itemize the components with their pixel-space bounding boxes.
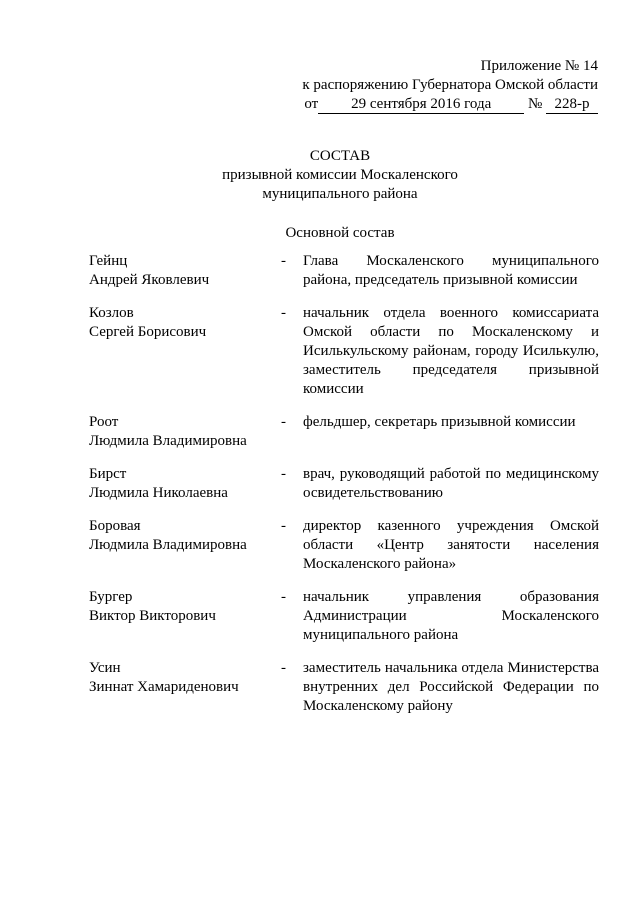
member-dash: - [281,660,286,676]
member-dash: - [281,253,286,269]
title-main: СОСТАВ [309,148,371,164]
member-dash: - [281,589,286,605]
member-role: начальник отдела военного комиссариата Омской области по Москаленскому и Исилькульскому районам, городу Исилькулю, заместитель председателя призывной комиссии [303,305,599,397]
member-surname: Козлов [89,305,134,321]
member-surname: Гейнц [89,253,128,269]
member-name [89,517,281,555]
member-role: врач, руководящий работой по медицинскому освидетельствованию [303,466,599,501]
member-surname: Бургер [89,589,133,605]
member-surname: Боровая [89,518,141,534]
member-name [89,659,281,697]
members-list [89,252,599,716]
member-given-name: Зиннат Хамариденович [89,679,239,695]
member-given-name: Сергей Борисович [89,324,207,340]
order-date: 29 сентября 2016 года [318,96,524,114]
member-name [89,413,281,451]
member-role: директор казенного учреждения Омской области «Центр занятости населения Москаленского района» [303,518,599,572]
member-dash: - [281,518,286,534]
member-role: Глава Москаленского муниципального района, председатель призывной комиссии [303,253,599,288]
member-role: заместитель начальника отдела Министерства внутренних дел Российской Федерации по Москаленскому району [303,660,599,714]
member-given-name: Людмила Владимировна [89,433,247,449]
appendix-header [302,57,598,114]
member-surname: Бирст [89,466,127,482]
member-row [89,413,599,451]
title-line-1: призывной комиссии Москаленского [222,167,458,183]
member-given-name: Андрей Яковлевич [89,272,210,288]
member-row [89,465,599,503]
member-dash: - [281,305,286,321]
member-dash: - [281,466,286,482]
member-dash: - [281,414,286,430]
appendix-number: Приложение № 14 [480,58,598,74]
member-given-name: Людмила Владимировна [89,537,247,553]
member-row [89,252,599,290]
order-reference: к распоряжению Губернатора Омской области [302,77,598,93]
from-label: от [304,96,319,112]
member-given-name: Виктор Викторович [89,608,216,624]
title-line-2: муниципального района [262,186,418,202]
member-row [89,304,599,399]
member-name [89,588,281,626]
member-row [89,517,599,574]
order-date-line [302,95,598,114]
number-label: № [527,96,543,112]
member-name [89,304,281,342]
member-role: фельдшер, секретарь призывной комиссии [303,414,576,430]
member-given-name: Людмила Николаевна [89,485,228,501]
section-title: Основной состав [285,225,395,241]
member-row [89,659,599,716]
member-role: начальник управления образования Администрации Москаленского муниципального района [303,589,599,643]
member-name [89,465,281,503]
member-name [89,252,281,290]
document-title [140,147,540,204]
order-number: 228-р [546,96,598,114]
member-surname: Усин [89,660,121,676]
member-row [89,588,599,645]
member-surname: Роот [89,414,119,430]
